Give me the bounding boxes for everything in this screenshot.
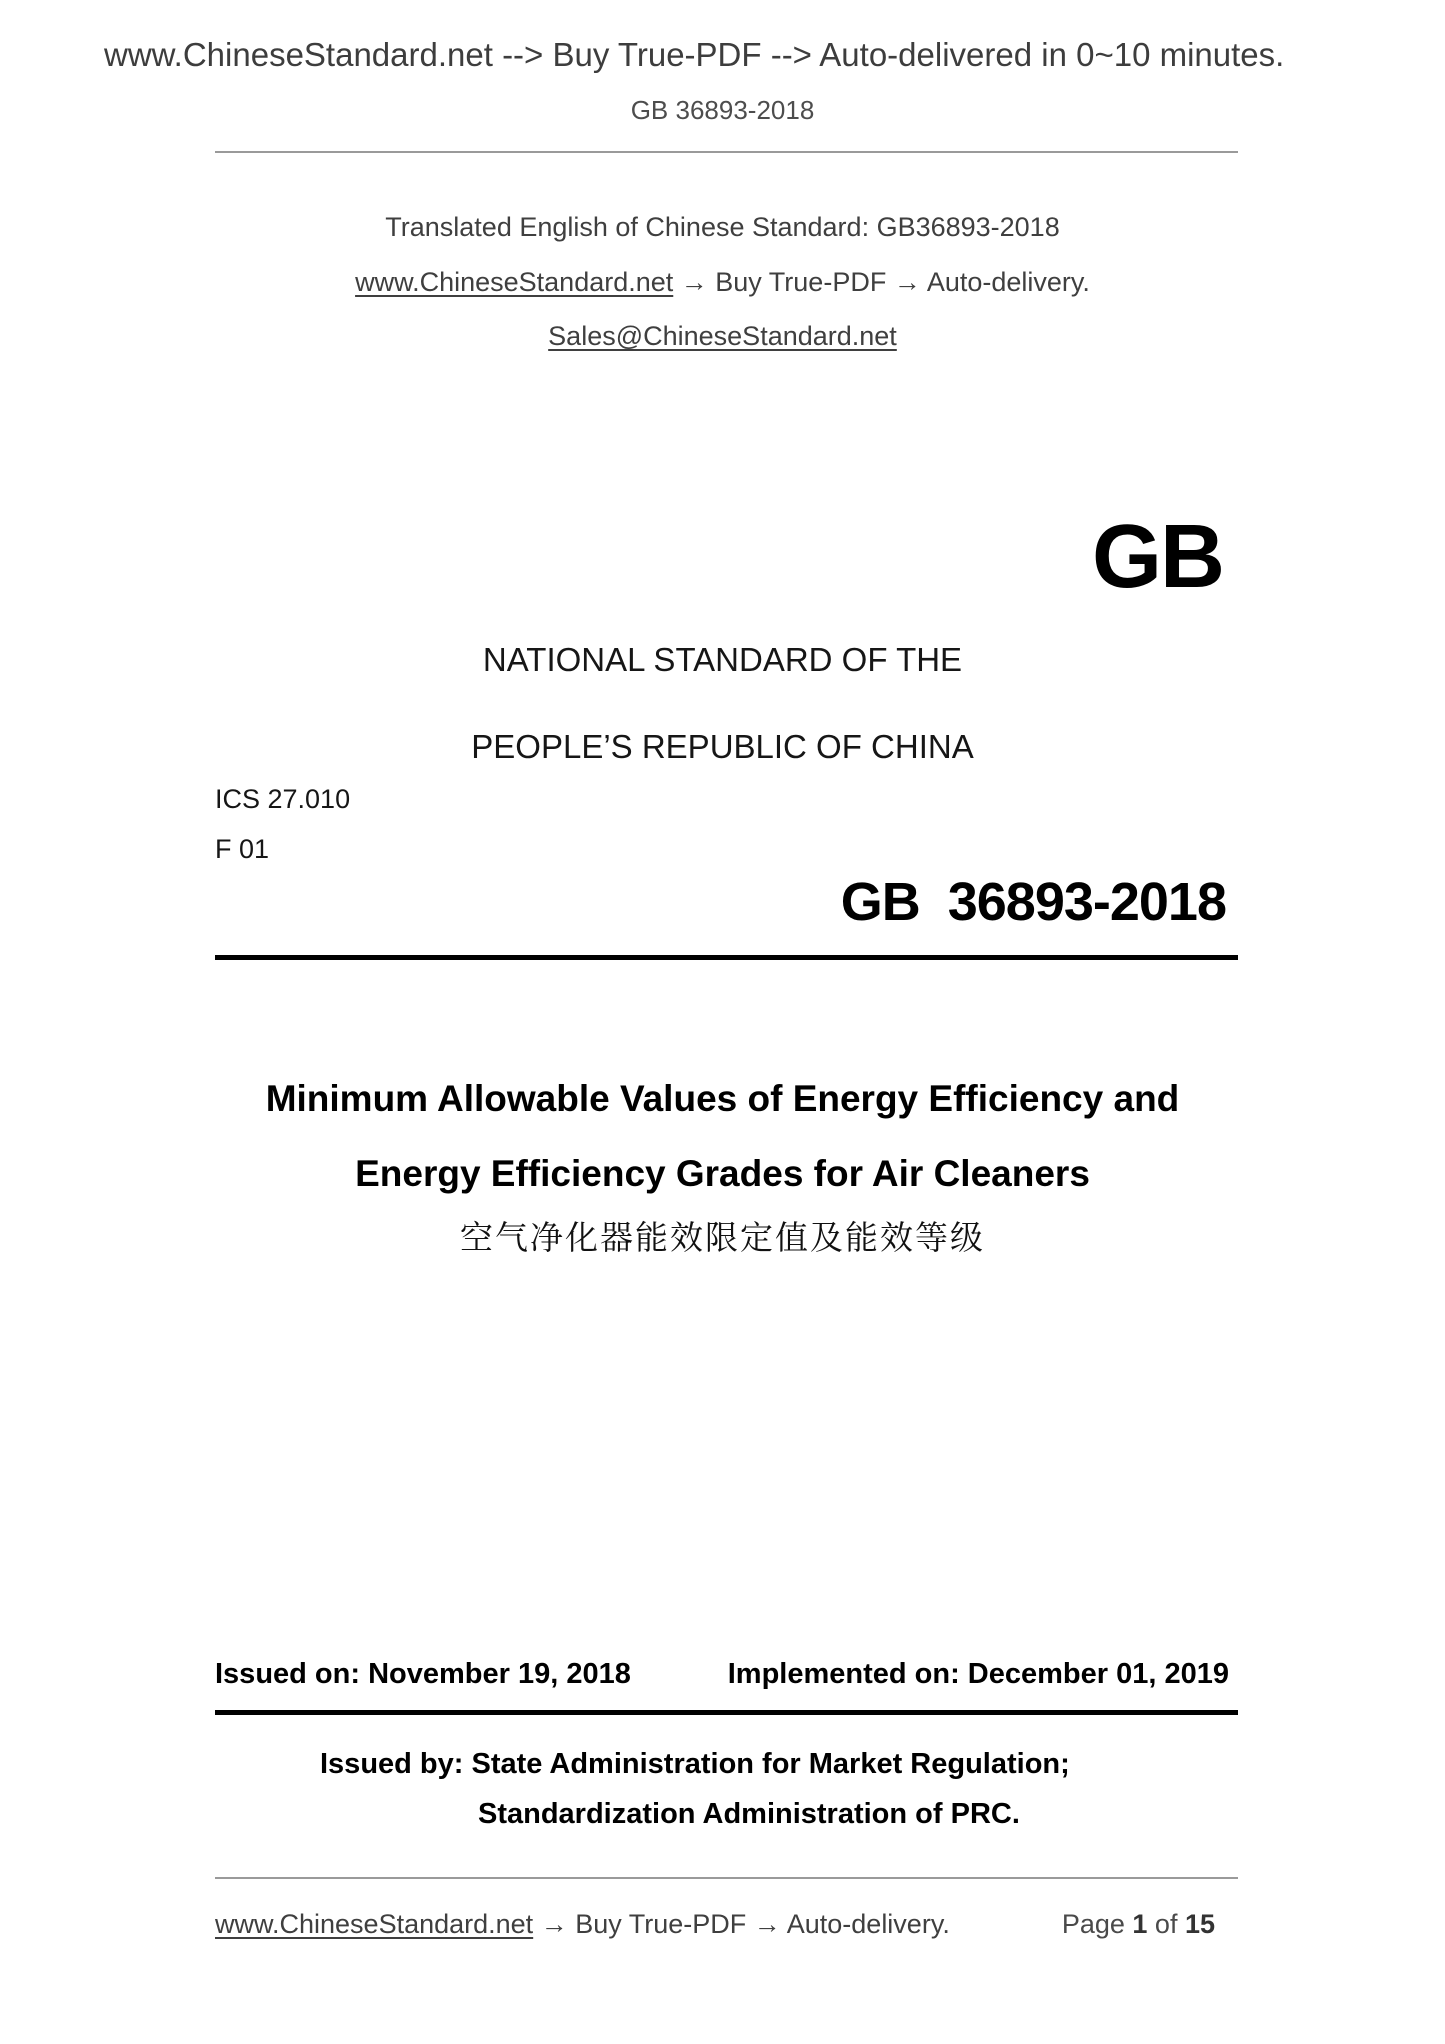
buy-line-rest: → Buy True-PDF → Auto-delivery. [673, 267, 1090, 297]
standard-number-rule [215, 955, 1238, 960]
translated-standard-line: Translated English of Chinese Standard: GB36893-2018 [385, 212, 1060, 242]
issued-on-date: Issued on: November 19, 2018 [215, 1658, 631, 1690]
implemented-on-date: Implemented on: December 01, 2019 [727, 1658, 1229, 1690]
footer-buy-rest: → Buy True-PDF → Auto-delivery. [533, 1909, 950, 1939]
title-chinese: 空气净化器能效限定值及能效等级 [460, 1221, 985, 1257]
running-doc-code: GB 36893-2018 [630, 95, 815, 125]
class-code: F 01 [215, 834, 270, 864]
title-english-line1: Minimum Allowable Values of Energy Efficiency and [265, 1078, 1180, 1119]
buy-line [0, 267, 1445, 298]
footer-page-indicator [1062, 1909, 1215, 1940]
sales-line [0, 321, 1445, 352]
of-label: of [1147, 1909, 1185, 1939]
ics-code: ICS 27.010 [215, 784, 351, 814]
gb-logo: GB [1092, 507, 1223, 607]
top-banner-text: www.ChineseStandard.net --> Buy True-PDF --> Auto-delivered in 0~10 minutes. [104, 36, 1285, 73]
footer-site-link[interactable]: www.ChineseStandard.net [215, 1909, 534, 1939]
footer-buy-line [215, 1909, 950, 1940]
national-standard-line2: PEOPLE’S REPUBLIC OF CHINA [471, 728, 974, 765]
dates-rule [215, 1710, 1238, 1715]
page-total: 15 [1184, 1909, 1215, 1939]
national-standard-line1: NATIONAL STANDARD OF THE [482, 641, 963, 678]
header-divider-line [215, 151, 1238, 153]
footer-divider-line [215, 1877, 1238, 1879]
issued-by-line2: Standardization Administration of PRC. [478, 1798, 1020, 1830]
sales-email-link[interactable]: Sales@ChineseStandard.net [548, 321, 897, 351]
issued-by-line1: Issued by: State Administration for Market Regulation; [320, 1748, 1070, 1780]
standard-number: GB 36893-2018 [840, 872, 1226, 932]
site-link[interactable]: www.ChineseStandard.net [355, 267, 674, 297]
page-label: Page [1061, 1909, 1133, 1939]
title-english-line2: Energy Efficiency Grades for Air Cleaners [355, 1153, 1090, 1194]
page-current: 1 [1132, 1909, 1148, 1939]
